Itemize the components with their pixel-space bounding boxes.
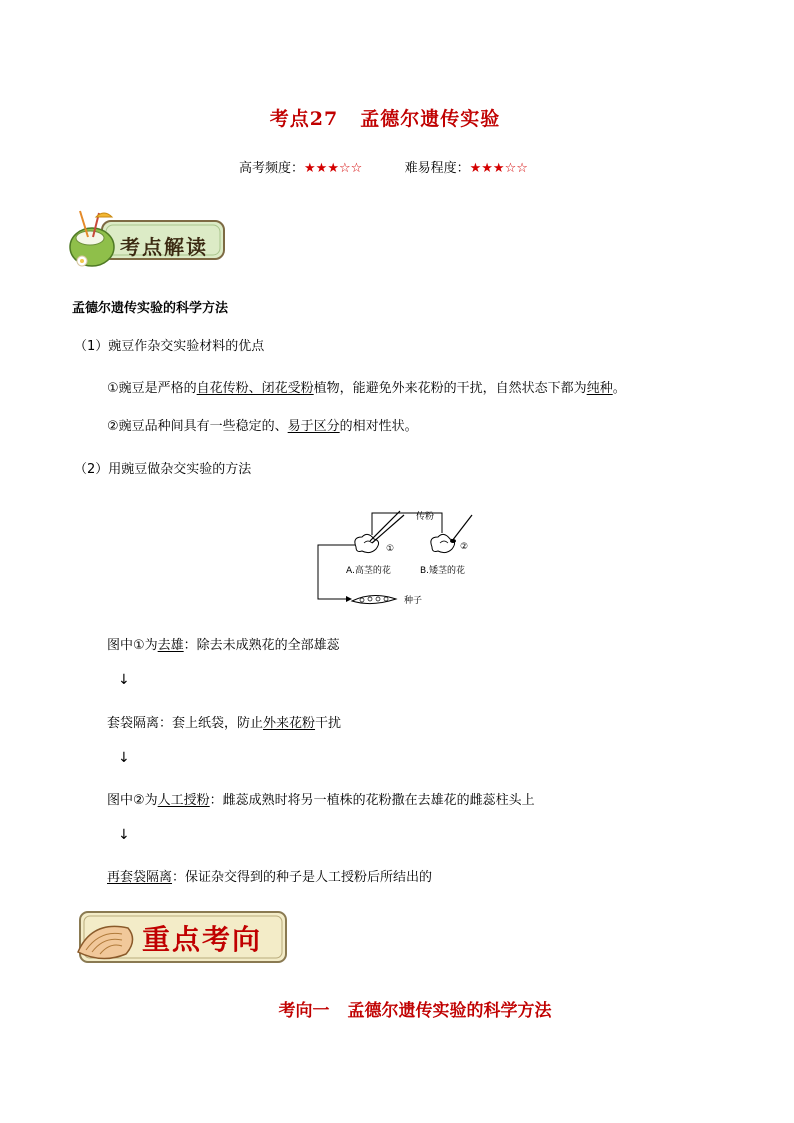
seed-pod-icon [352, 595, 396, 603]
point1-heading: （1）豌豆作杂交实验材料的优点 [74, 339, 265, 354]
step-2-post: 干扰 [315, 716, 342, 731]
direction-1-code: 考向一 [278, 1001, 330, 1021]
point1-item2-post: 的相对性状。 [339, 419, 418, 434]
diagram-mark-1: ① [386, 544, 395, 554]
section-heading: 孟德尔遗传实验的科学方法 [72, 301, 229, 316]
direction-1-title [0, 996, 794, 1021]
step-1-post: ：除去未成熟花的全部雄蕊 [183, 638, 340, 653]
step-2-keyword: 外来花粉 [263, 716, 316, 731]
diagram-mark-2: ② [460, 542, 469, 552]
point1-item1-pre: ①豌豆是严格的 [107, 381, 197, 396]
frequency-label: 高考频度： [239, 161, 305, 176]
page-title [0, 104, 770, 131]
frequency-empty-stars: ☆☆ [338, 161, 363, 176]
point1-item1-keyword2: 纯种 [586, 381, 613, 396]
step-arrow-3: ↓ [118, 827, 130, 843]
step-3-pre: 图中②为 [107, 793, 158, 808]
point1-item2-pre: ②豌豆品种间具有一些稳定的、 [107, 419, 288, 434]
focus-badge-label: 重点考向 [142, 923, 263, 956]
frequency-filled-stars: ★★★ [304, 161, 339, 176]
step-2-pre: 套袋隔离：套上纸袋，防止 [107, 716, 264, 731]
diagram-seed-label: 种子 [404, 596, 423, 606]
step-1-keyword: 去雄 [157, 638, 184, 653]
step-4-keyword: 再套袋隔离 [107, 870, 173, 885]
step-arrow-2: ↓ [118, 750, 130, 766]
point1-item1-mid: 植物，能避免外来花粉的干扰，自然状态下都为 [313, 381, 587, 396]
step-1-pre: 图中①为 [107, 638, 158, 653]
interpretation-badge-label: 考点解读 [120, 235, 208, 259]
point1-item2 [107, 415, 418, 434]
title-code: 考点27 [269, 108, 339, 130]
focus-badge [72, 906, 292, 968]
step-4-post: ：保证杂交得到的种子是人工授粉后所结出的 [172, 870, 433, 885]
point2-heading: （2）用豌豆做杂交实验的方法 [74, 462, 252, 477]
diagram-flower-a-label: A.高茎的花 [346, 566, 391, 576]
step-3 [107, 789, 535, 808]
difficulty-filled-stars: ★★★ [469, 161, 505, 176]
flower-b-icon [431, 534, 455, 552]
point1-item2-keyword: 易于区分 [287, 419, 340, 434]
point1-item1-post: 。 [612, 381, 626, 396]
step-4 [107, 866, 432, 885]
cross-pollination-diagram [312, 503, 492, 611]
rating-line [239, 157, 528, 176]
diagram-pollination-label: 传粉 [416, 512, 435, 522]
point1-item1 [107, 377, 626, 396]
point1-item1-keyword1: 自花传粉、闭花受粉 [196, 381, 314, 396]
title-name: 孟德尔遗传实验 [360, 108, 501, 130]
difficulty-empty-stars: ☆☆ [504, 161, 528, 176]
diagram-flower-b-label: B.矮茎的花 [420, 566, 466, 576]
direction-1-name: 孟德尔遗传实验的科学方法 [347, 1001, 552, 1021]
difficulty-label: 难易程度： [404, 161, 470, 176]
step-2 [107, 712, 341, 731]
step-3-keyword: 人工授粉 [157, 793, 210, 808]
flower-a-icon [355, 534, 379, 552]
step-arrow-1: ↓ [118, 672, 130, 688]
step-3-post: ：雌蕊成熟时将另一植株的花粉撒在去雄花的雌蕊柱头上 [209, 793, 535, 808]
interpretation-badge [66, 207, 228, 271]
step-1 [107, 634, 340, 653]
